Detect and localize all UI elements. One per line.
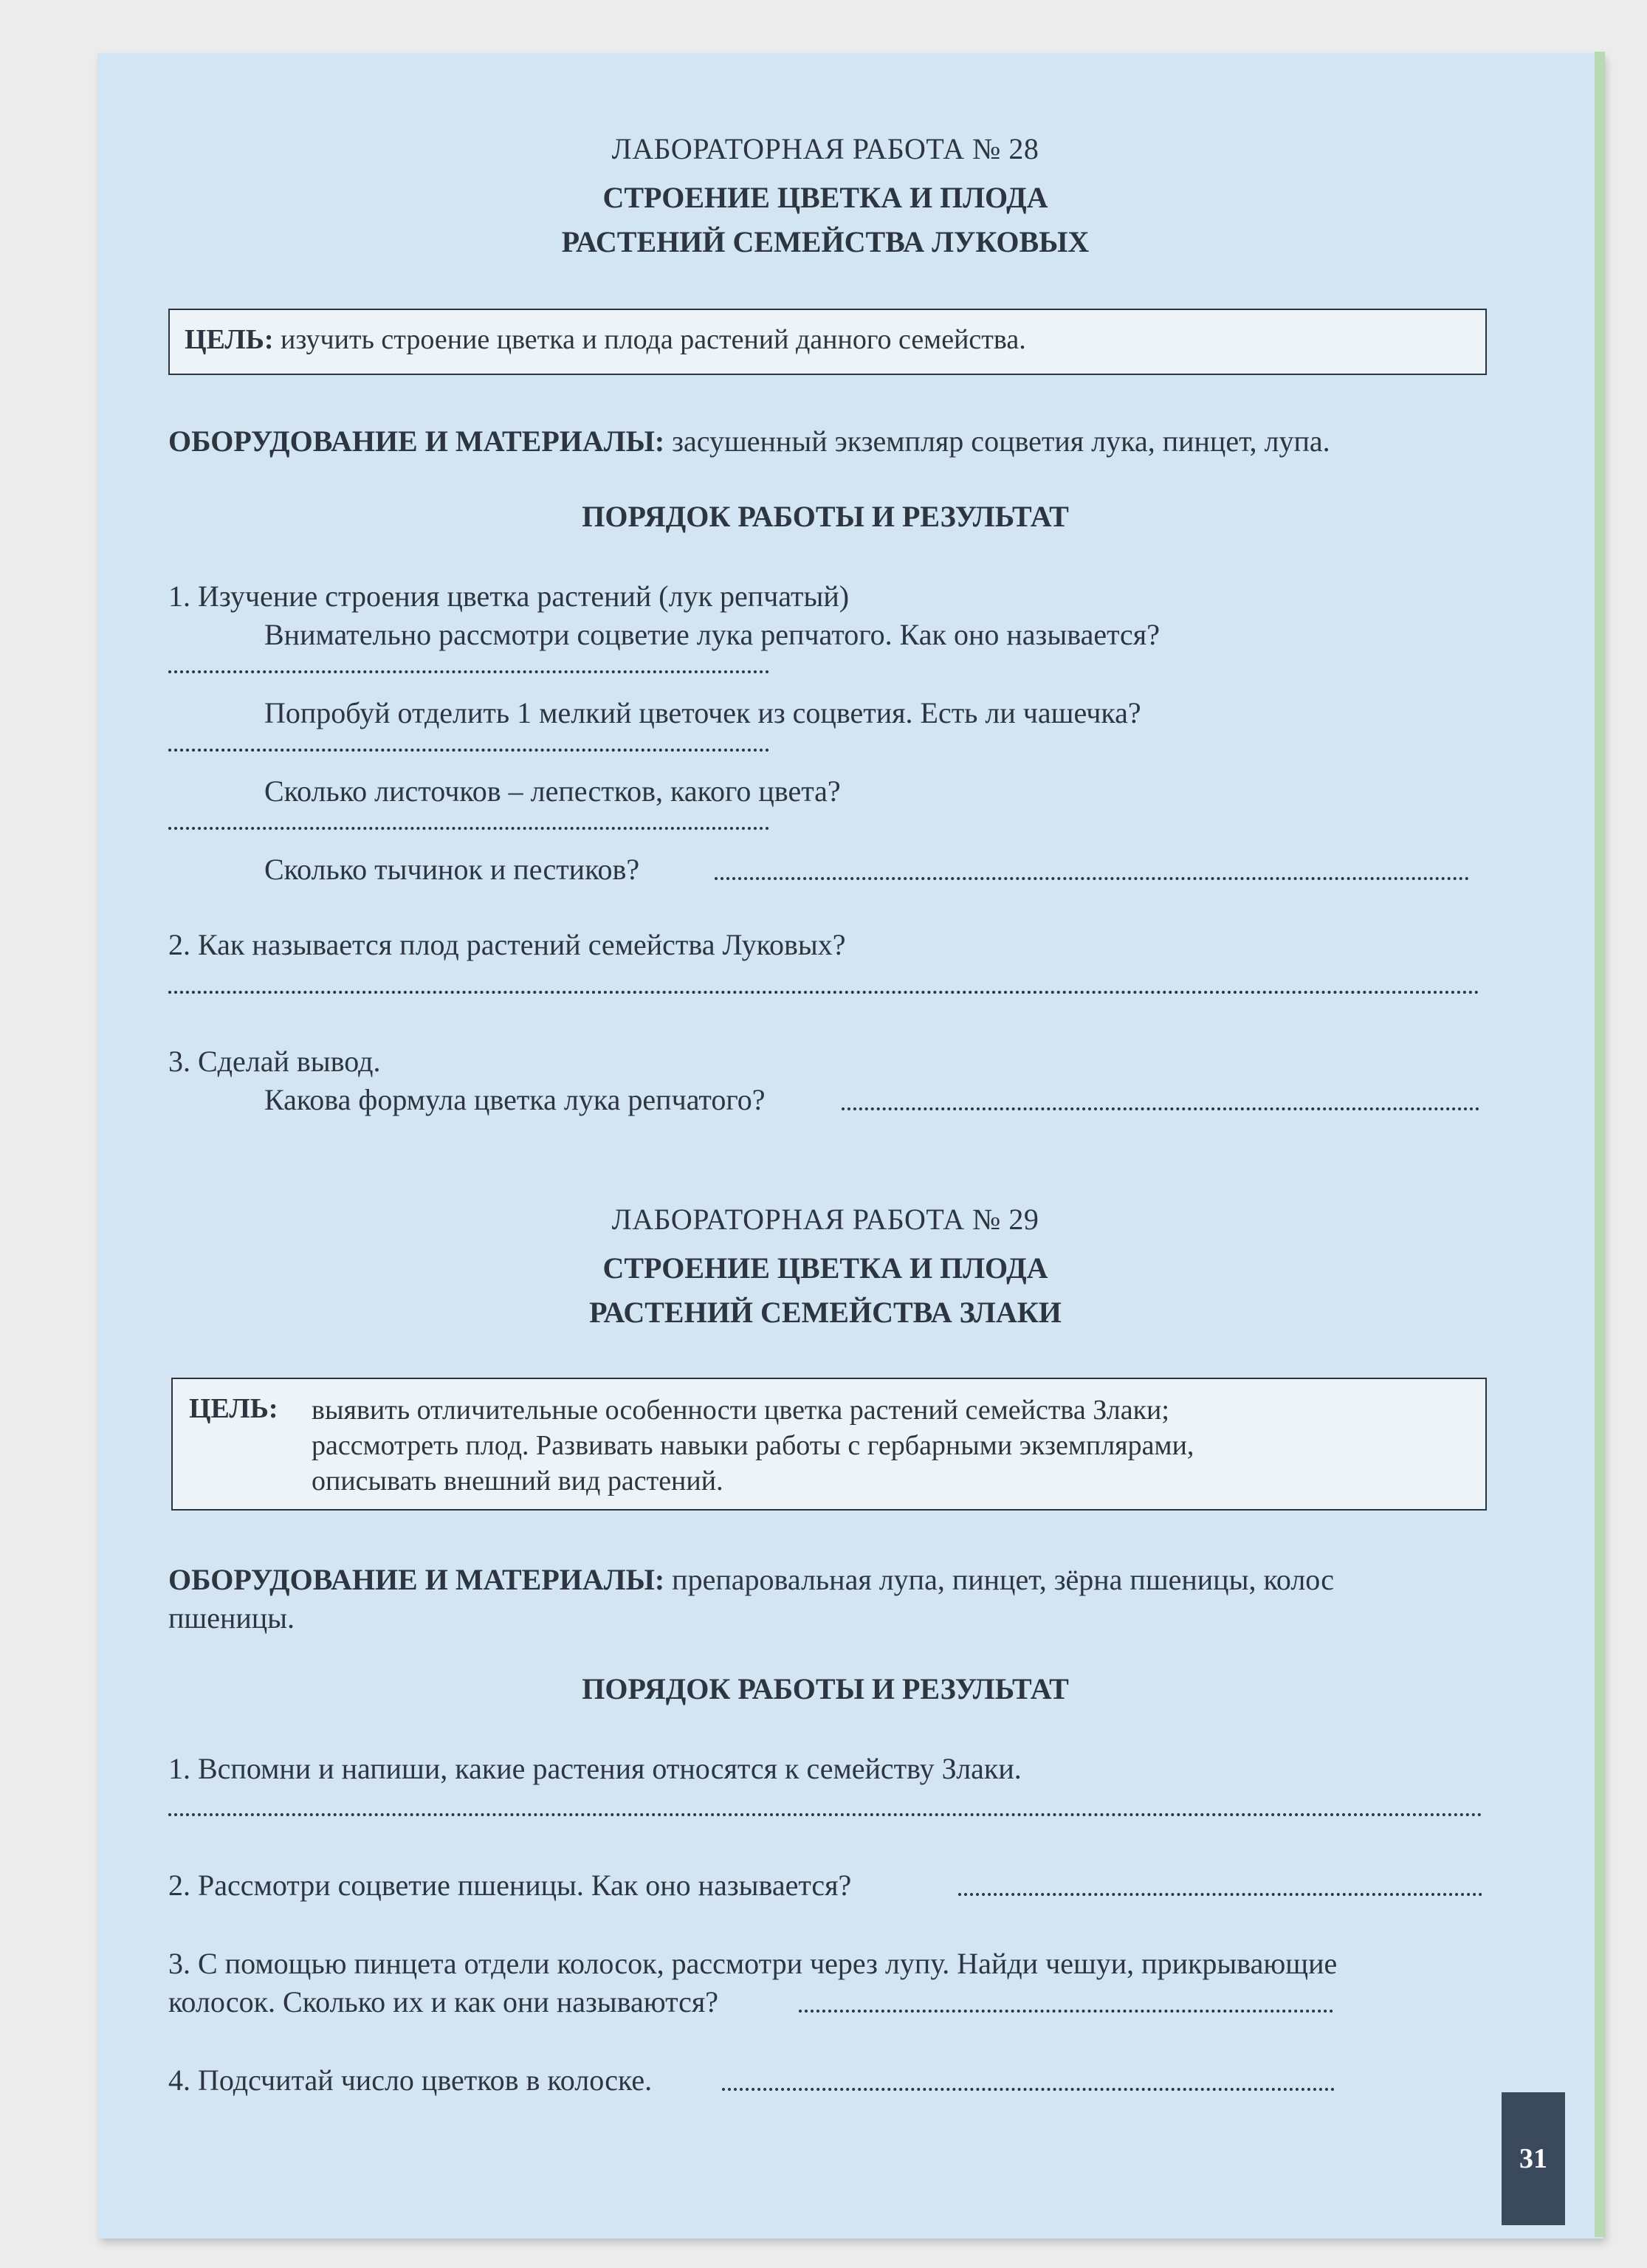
lab28-question-1b: Попробуй отделить 1 мелкий цветочек из соцветия. Есть ли чашечка? xyxy=(264,696,1141,729)
lab29-procedure-heading: ПОРЯДОК РАБОТЫ И РЕЗУЛЬТАТ xyxy=(582,1672,1069,1705)
lab29-title-line1: СТРОЕНИЕ ЦВЕТКА И ПЛОДА xyxy=(602,1251,1048,1285)
lab28-question-3a: Какова формула цветка лука репчатого? xyxy=(264,1083,766,1116)
lab29-aim-text xyxy=(312,1392,1194,1499)
lab28-question-3: 3. Сделай вывод. xyxy=(168,1045,381,1078)
lab28-number: ЛАБОРАТОРНАЯ РАБОТА № 28 xyxy=(611,132,1039,165)
lab29-question-4: 4. Подсчитай число цветков в колоске. xyxy=(168,2063,653,2097)
lab28-title-line2: РАСТЕНИЙ СЕМЕЙСТВА ЛУКОВЫХ xyxy=(561,225,1090,258)
lab29-number: ЛАБОРАТОРНАЯ РАБОТА № 29 xyxy=(611,1203,1039,1236)
answer-line-1a[interactable] xyxy=(168,670,769,673)
answer-line-29-3[interactable] xyxy=(799,2010,1333,2013)
lab29-equipment xyxy=(168,1562,1334,1597)
answer-line-29-2[interactable] xyxy=(958,1893,1482,1896)
lab28-aim-box xyxy=(168,309,1487,375)
lab28-aim-text: изучить строение цветка и плода растений данного семейства. xyxy=(281,324,1026,355)
lab29-title-line2: РАСТЕНИЙ СЕМЕЙСТВА ЗЛАКИ xyxy=(589,1296,1062,1329)
lab28-equipment xyxy=(168,424,1330,458)
answer-line-3a[interactable] xyxy=(842,1107,1479,1110)
lab28-question-1c: Сколько листочков – лепестков, какого цвета? xyxy=(264,774,841,808)
lab29-equip-text: препаровальная лупа, пинцет, зёрна пшеницы, колос xyxy=(672,1563,1335,1596)
lab29-question-1: 1. Вспомни и напиши, какие растения относятся к семейству Злаки. xyxy=(168,1752,1022,1785)
answer-line-29-4[interactable] xyxy=(722,2088,1335,2091)
lab28-question-1d: Сколько тычинок и пестиков? xyxy=(264,853,640,886)
lab29-equip-text-cont: пшеницы. xyxy=(168,1601,295,1635)
lab29-question-3-line1: 3. С помощью пинцета отдели колосок, рассмотри через лупу. Найди чешуи, прикрывающие xyxy=(168,1947,1338,1980)
lab28-question-2: 2. Как называется плод растений семейства Луковых? xyxy=(168,928,846,961)
lab29-question-3-line2: колосок. Сколько их и как они называются? xyxy=(168,1985,718,2018)
lab29-aim-label: ЦЕЛЬ: xyxy=(189,1393,278,1424)
answer-line-29-1[interactable] xyxy=(168,1813,1482,1816)
lab28-equip-label: ОБОРУДОВАНИЕ И МАТЕРИАЛЫ: xyxy=(168,425,665,458)
lab28-procedure-heading: ПОРЯДОК РАБОТЫ И РЕЗУЛЬТАТ xyxy=(582,500,1069,533)
lab29-aim-line1: выявить отличительные особенности цветка растений семейства Злаки; xyxy=(312,1395,1169,1426)
answer-line-1c[interactable] xyxy=(168,827,769,830)
answer-line-1d[interactable] xyxy=(715,877,1469,880)
lab29-aim-line2: рассмотреть плод. Развивать навыки работы с гербарными экземплярами, xyxy=(312,1430,1194,1461)
answer-line-2[interactable] xyxy=(168,991,1479,994)
lab29-aim-line3: описывать внешний вид растений. xyxy=(312,1465,723,1496)
page-sheet xyxy=(97,53,1603,2238)
lab28-question-1: 1. Изучение строения цветка растений (лук репчатый) xyxy=(168,580,850,613)
lab28-aim-label: ЦЕЛЬ: xyxy=(185,324,274,355)
lab28-title-line1: СТРОЕНИЕ ЦВЕТКА И ПЛОДА xyxy=(602,181,1048,214)
lab28-equip-text: засушенный экземпляр соцветия лука, пинцет, лупа. xyxy=(672,425,1330,458)
page-edge xyxy=(1595,52,1605,2237)
lab29-aim-content xyxy=(189,1392,1469,1499)
lab29-question-2: 2. Рассмотри соцветие пшеницы. Как оно называется? xyxy=(168,1869,852,1902)
page-number: 31 xyxy=(1502,2092,1565,2225)
lab28-question-1a: Внимательно рассмотри соцветие лука репчатого. Как оно называется? xyxy=(264,618,1160,651)
answer-line-1b[interactable] xyxy=(168,749,769,752)
lab29-equip-label: ОБОРУДОВАНИЕ И МАТЕРИАЛЫ: xyxy=(168,1563,665,1596)
lab29-aim-box xyxy=(171,1378,1487,1511)
